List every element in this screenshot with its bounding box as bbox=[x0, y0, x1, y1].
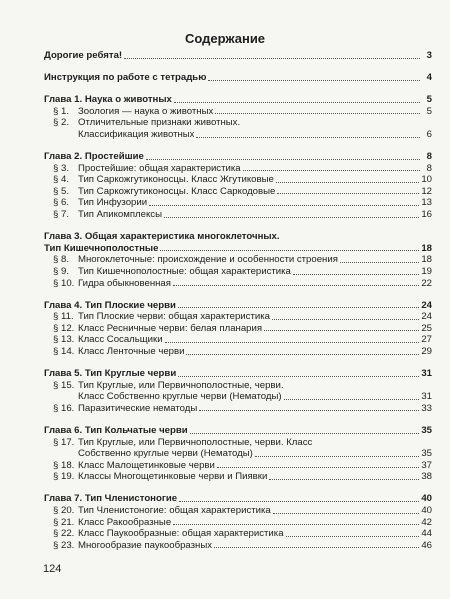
toc-entry-text: Зоология — наука о животных bbox=[78, 105, 214, 117]
toc-entry-text: Глава 4. Тип Плоские черви bbox=[44, 299, 176, 311]
toc-entry-title bbox=[53, 186, 275, 198]
toc-page-number: 35 bbox=[421, 448, 432, 460]
toc-section-continuation[interactable] bbox=[44, 448, 432, 460]
dot-leader bbox=[179, 501, 419, 502]
dot-leader bbox=[124, 58, 420, 59]
toc-entry-text: Гидра обыкновенная bbox=[78, 277, 171, 289]
toc-section[interactable] bbox=[44, 117, 432, 129]
toc-page-number: 12 bbox=[421, 185, 432, 197]
toc-entry-text: Классификация животных bbox=[78, 128, 195, 140]
toc-entry-text: Тип Инфузории bbox=[78, 197, 148, 209]
toc-section[interactable] bbox=[44, 471, 432, 483]
toc-entry-text: Отличительные признаки животных. bbox=[78, 117, 241, 129]
toc-entry-title bbox=[53, 174, 274, 186]
toc-entry-text: Класс Малощетинковые черви bbox=[78, 459, 215, 471]
section-number: § 9. bbox=[53, 265, 70, 277]
toc-entry-title bbox=[53, 117, 240, 129]
toc-page-number: 22 bbox=[421, 277, 432, 289]
toc-page-number: 40 bbox=[421, 505, 432, 516]
toc-entry-text: Тип Саркожгутиконосцы. Класс Саркодовые bbox=[78, 185, 276, 197]
toc-entry-title bbox=[53, 517, 171, 529]
section-number: § 22. bbox=[53, 528, 75, 540]
toc-page-number: 27 bbox=[421, 334, 432, 346]
dot-leader bbox=[199, 410, 419, 411]
toc-chapter[interactable] bbox=[44, 231, 432, 243]
toc-entry-title bbox=[53, 528, 284, 540]
toc-section[interactable] bbox=[44, 334, 432, 346]
toc-entry-title bbox=[53, 380, 284, 392]
toc-page-number: 25 bbox=[421, 322, 432, 334]
toc-entry-text: Класс Собственно круглые черви (Нематоды) bbox=[78, 391, 282, 403]
toc-entry-text: Тип Членистоногие: общая характеристика bbox=[78, 505, 271, 516]
section-number: § 6. bbox=[53, 197, 70, 209]
toc-entry-title bbox=[53, 334, 163, 346]
toc-page-number: 38 bbox=[421, 471, 432, 483]
section-number: § 12. bbox=[53, 322, 75, 334]
dot-leader bbox=[173, 285, 419, 286]
toc-entry-title bbox=[53, 278, 171, 290]
dot-leader bbox=[340, 262, 419, 263]
toc-entry-text: Простейшие: общая характеристика bbox=[78, 162, 241, 174]
toc-entry-text: Класс Ленточные черви bbox=[78, 345, 185, 357]
section-number: § 1. bbox=[53, 105, 70, 117]
toc-section[interactable] bbox=[44, 380, 432, 392]
toc-section[interactable] bbox=[44, 528, 432, 540]
section-number: § 2. bbox=[53, 117, 70, 129]
dot-leader bbox=[186, 354, 419, 355]
section-number: § 13. bbox=[53, 334, 75, 346]
section-number: § 20. bbox=[53, 505, 75, 516]
toc-entry-title bbox=[78, 391, 282, 403]
toc-entry-title bbox=[53, 346, 184, 358]
toc-entry-title bbox=[78, 448, 253, 460]
toc-entry-text: Глава 6. Тип Кольчатые черви bbox=[44, 424, 188, 436]
toc-entry-title bbox=[53, 209, 162, 221]
dot-leader bbox=[286, 536, 420, 537]
section-number: § 19. bbox=[53, 471, 75, 483]
toc-page-number: 16 bbox=[421, 209, 432, 221]
dot-leader bbox=[214, 547, 419, 548]
section-number: § 16. bbox=[53, 402, 75, 414]
toc-section[interactable] bbox=[44, 186, 432, 198]
dot-leader bbox=[264, 330, 419, 331]
section-number: § 21. bbox=[53, 516, 75, 528]
toc-section[interactable] bbox=[44, 517, 432, 529]
toc-entry-title bbox=[44, 151, 144, 163]
toc-page-number: 29 bbox=[421, 345, 432, 357]
toc-page-number: 3 bbox=[426, 50, 432, 61]
section-number: § 5. bbox=[53, 185, 70, 197]
toc-chapter[interactable] bbox=[44, 493, 432, 505]
section-number: § 4. bbox=[53, 174, 70, 186]
toc-page-number: 5 bbox=[426, 94, 432, 106]
spacer bbox=[44, 414, 432, 425]
toc-page-number: 35 bbox=[421, 424, 432, 436]
toc-section[interactable] bbox=[44, 197, 432, 209]
toc-entry-text: Многоклеточные: происхождение и особенности строения bbox=[78, 254, 338, 266]
toc-entry-text: Глава 1. Наука о животных bbox=[44, 94, 172, 106]
toc-section[interactable] bbox=[44, 460, 432, 472]
toc-page-number: 44 bbox=[421, 528, 432, 540]
dot-leader bbox=[160, 250, 419, 251]
toc-entry-title bbox=[53, 266, 291, 278]
dot-leader bbox=[269, 479, 419, 480]
section-number: § 23. bbox=[53, 539, 75, 551]
toc-section-continuation[interactable] bbox=[44, 129, 432, 141]
toc-entry-text: Класс Паукообразные: общая характеристика bbox=[78, 528, 284, 540]
toc-entry-title bbox=[53, 106, 213, 118]
section-number: § 11. bbox=[53, 311, 74, 323]
toc-entry-text: Глава 5. Тип Круглые черви bbox=[44, 368, 177, 380]
toc-section[interactable] bbox=[44, 346, 432, 358]
dot-leader bbox=[273, 513, 420, 514]
toc-entry-text: Тип Круглые, или Первичнополостные, черви. Класс bbox=[78, 436, 313, 448]
dot-leader bbox=[277, 193, 419, 194]
toc-page-number: 37 bbox=[421, 459, 432, 471]
dot-leader bbox=[255, 456, 419, 457]
dot-leader bbox=[190, 433, 420, 434]
toc-entry-title bbox=[44, 50, 122, 62]
toc-entry-text: Собственно круглые черви (Нематоды) bbox=[78, 448, 253, 460]
toc-entry-text: Тип Круглые, или Первичнополостные, черви. bbox=[78, 379, 284, 391]
section-number: § 3. bbox=[53, 162, 70, 174]
toc-entry-title bbox=[53, 403, 197, 415]
section-number: § 10. bbox=[53, 277, 75, 289]
toc-entry-title bbox=[44, 300, 176, 312]
toc-section[interactable] bbox=[44, 106, 432, 118]
dot-leader bbox=[208, 80, 420, 81]
dot-leader bbox=[243, 170, 420, 171]
toc-section[interactable] bbox=[44, 311, 432, 323]
toc-entry-title bbox=[44, 94, 172, 106]
toc-entry-title bbox=[53, 540, 212, 552]
toc-entry-title bbox=[44, 368, 176, 380]
toc-entry-title bbox=[53, 323, 262, 335]
toc-entry-title bbox=[53, 505, 271, 517]
dot-leader bbox=[149, 205, 419, 206]
toc-page-number: 5 bbox=[426, 105, 432, 117]
spacer bbox=[44, 358, 432, 369]
spacer bbox=[44, 62, 432, 73]
section-number: § 18. bbox=[53, 459, 75, 471]
dot-leader bbox=[178, 307, 419, 308]
toc-page-number: 4 bbox=[426, 72, 432, 84]
toc-page-number: 46 bbox=[421, 539, 432, 551]
toc-page-number: 8 bbox=[426, 162, 432, 174]
toc-section[interactable] bbox=[44, 254, 432, 266]
toc-entry-text: Класс Ресничные черви: белая планария bbox=[78, 322, 263, 334]
spacer bbox=[44, 84, 432, 95]
dot-leader bbox=[164, 217, 419, 218]
dot-leader bbox=[173, 524, 419, 525]
toc-entry-text: Тип Кишечнополостные bbox=[44, 242, 159, 254]
toc-page-number: 13 bbox=[421, 197, 432, 209]
toc-section[interactable] bbox=[44, 437, 432, 449]
spacer bbox=[44, 289, 432, 300]
table-of-contents bbox=[44, 50, 432, 551]
toc-entry-title bbox=[53, 197, 147, 209]
toc-entry-title bbox=[53, 471, 267, 483]
toc-page-number: 42 bbox=[421, 516, 432, 528]
toc-section[interactable] bbox=[44, 163, 432, 175]
toc-entry-text: Дорогие ребята! bbox=[44, 50, 123, 61]
page-number: 124 bbox=[43, 563, 62, 575]
toc-entry-text: Класс Сосальщики bbox=[78, 334, 163, 346]
dot-leader bbox=[293, 274, 419, 275]
toc-entry-title bbox=[53, 437, 312, 449]
toc-entry-text: Тип Плоские черви: общая характеристика bbox=[78, 311, 270, 323]
toc-entry-title bbox=[44, 243, 158, 255]
dot-leader bbox=[217, 467, 419, 468]
toc-entry-title bbox=[53, 460, 215, 472]
toc-page-number: 24 bbox=[421, 299, 432, 311]
toc-section[interactable] bbox=[44, 278, 432, 290]
toc-chapter[interactable] bbox=[44, 243, 432, 255]
toc-entry-title bbox=[44, 493, 177, 505]
toc-chapter[interactable] bbox=[44, 425, 432, 437]
spacer bbox=[44, 141, 432, 152]
toc-page-number: 19 bbox=[421, 265, 432, 277]
dot-leader bbox=[276, 182, 420, 183]
toc-chapter[interactable] bbox=[44, 72, 432, 84]
section-number: § 7. bbox=[53, 209, 70, 221]
toc-page-number: 31 bbox=[421, 368, 432, 380]
toc-section[interactable] bbox=[44, 323, 432, 335]
toc-section[interactable] bbox=[44, 174, 432, 186]
section-number: § 8. bbox=[53, 254, 70, 266]
toc-page-number: 18 bbox=[421, 254, 432, 266]
dot-leader bbox=[272, 319, 419, 320]
toc-entry-text: Тип Кишечнополостные: общая характеристика bbox=[78, 265, 291, 277]
dot-leader bbox=[284, 399, 420, 400]
toc-entry-title bbox=[44, 231, 280, 243]
toc-chapter[interactable] bbox=[44, 151, 432, 163]
toc-entry-title bbox=[53, 254, 338, 266]
toc-entry-text: Глава 3. Общая характеристика многоклеточных. bbox=[44, 231, 280, 243]
dot-leader bbox=[196, 137, 420, 138]
dot-leader bbox=[165, 342, 420, 343]
toc-section[interactable] bbox=[44, 403, 432, 415]
toc-entry-title bbox=[44, 72, 206, 84]
toc-entry-text: Многообразие паукообразных bbox=[78, 539, 213, 551]
toc-page-number: 18 bbox=[421, 242, 432, 254]
spacer bbox=[44, 483, 432, 494]
toc-entry-text: Паразитические нематоды bbox=[78, 402, 198, 414]
page-title: Содержание bbox=[184, 31, 266, 46]
toc-entry-text: Тип Саркожгутиконосцы. Класс Жгутиковые bbox=[78, 174, 274, 186]
section-number: § 15. bbox=[53, 379, 75, 391]
section-number: § 14. bbox=[53, 345, 75, 357]
toc-page-number: 33 bbox=[421, 402, 432, 414]
toc-entry-text: Класс Ракообразные bbox=[78, 516, 172, 528]
toc-chapter[interactable] bbox=[44, 94, 432, 106]
dot-leader bbox=[146, 159, 420, 160]
toc-entry-text: Глава 7. Тип Членистоногие bbox=[44, 493, 178, 505]
toc-entry-title bbox=[44, 425, 188, 437]
toc-entry-title bbox=[53, 311, 270, 323]
toc-section[interactable] bbox=[44, 505, 432, 517]
toc-entry-title bbox=[53, 163, 241, 175]
dot-leader bbox=[215, 113, 420, 114]
spacer bbox=[44, 221, 432, 232]
toc-entry-title bbox=[78, 129, 194, 141]
toc-page-number: 24 bbox=[421, 311, 432, 323]
dot-leader bbox=[178, 376, 419, 377]
toc-page-number: 8 bbox=[426, 151, 432, 163]
toc-page-number: 10 bbox=[421, 174, 432, 186]
toc-entry-text: Инструкция по работе с тетрадью bbox=[44, 72, 207, 84]
toc-page-number: 31 bbox=[421, 391, 432, 403]
dot-leader bbox=[174, 102, 420, 103]
toc-section-continuation[interactable] bbox=[44, 391, 432, 403]
toc-entry-text: Тип Апикомплексы bbox=[78, 209, 162, 221]
toc-entry-text: Глава 2. Простейшие bbox=[44, 151, 144, 163]
toc-page-number: 40 bbox=[421, 493, 432, 505]
toc-page-number: 6 bbox=[426, 128, 432, 140]
toc-chapter[interactable] bbox=[44, 368, 432, 380]
toc-chapter[interactable] bbox=[44, 300, 432, 312]
toc-entry-text: Классы Многощетинковые черви и Пиявки bbox=[78, 471, 268, 483]
toc-section[interactable] bbox=[44, 266, 432, 278]
toc-section[interactable] bbox=[44, 209, 432, 221]
toc-section[interactable] bbox=[44, 540, 432, 552]
section-number: § 17. bbox=[53, 436, 75, 448]
toc-chapter[interactable] bbox=[44, 50, 432, 62]
